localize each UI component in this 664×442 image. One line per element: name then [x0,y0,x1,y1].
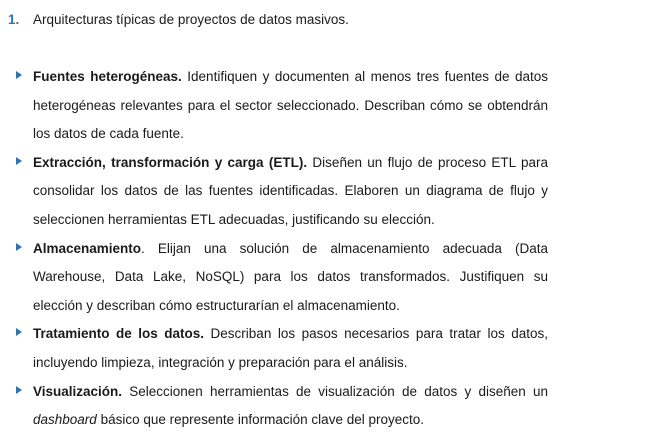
item-title: Almacenamiento [33,240,142,256]
list-item-etl [0,149,664,235]
item-title: Tratamiento de los datos. [33,326,205,342]
item-body-after: básico que represente información clave del proyecto. [96,412,424,428]
item-italic-term: dashboard [33,412,97,428]
item-body: . Elijan una solución de almacenamiento adecuada (Data Warehouse, Data Lake, NoSQL) para los datos transformados. Justifiquen su elección y describan cómo estructurarían el almacenamiento. [33,240,548,313]
triangle-bullet-icon [16,157,22,165]
triangle-bullet-icon [16,243,22,251]
list-item-fuentes [0,63,664,149]
list-item-text [33,378,548,435]
list-item-text [33,149,548,235]
item-body: Describan los pasos necesarios para tratar los datos, incluyendo limpieza, integración y preparación para el análisis. [33,326,548,370]
triangle-bullet-icon [16,386,22,394]
section-number: 1. [8,12,20,27]
item-body: Diseñen un flujo de proceso ETL para consolidar los datos de las fuentes identificadas. Elaboren un diagrama de flujo y seleccionen herramientas ETL adecuadas, justificando su elección. [33,154,548,227]
list-item-text [33,320,548,377]
list-item-text [33,235,548,321]
item-title: Visualización. [33,383,123,399]
list-item-visualizacion [0,378,664,435]
triangle-bullet-icon [16,71,22,79]
item-title: Fuentes heterogéneas. [33,69,182,84]
item-title: Extracción, transformación y carga (ETL). [33,154,308,170]
triangle-bullet-icon [16,328,22,336]
list-item-almacenamiento [0,235,664,321]
list-item-tratamiento [0,320,664,377]
item-body: Identifiquen y documenten al menos tres fuentes de datos heterogéneas relevantes para el sector seleccionado. Describan cómo se obtendrán los datos de cada fuente. [33,69,548,142]
section-title: Arquitecturas típicas de proyectos de datos masivos. [33,12,349,27]
requirements-list [0,63,664,435]
item-body: Seleccionen herramientas de visualización de datos y diseñen un [122,383,548,399]
section-heading [8,10,349,30]
list-item-text [33,63,548,149]
